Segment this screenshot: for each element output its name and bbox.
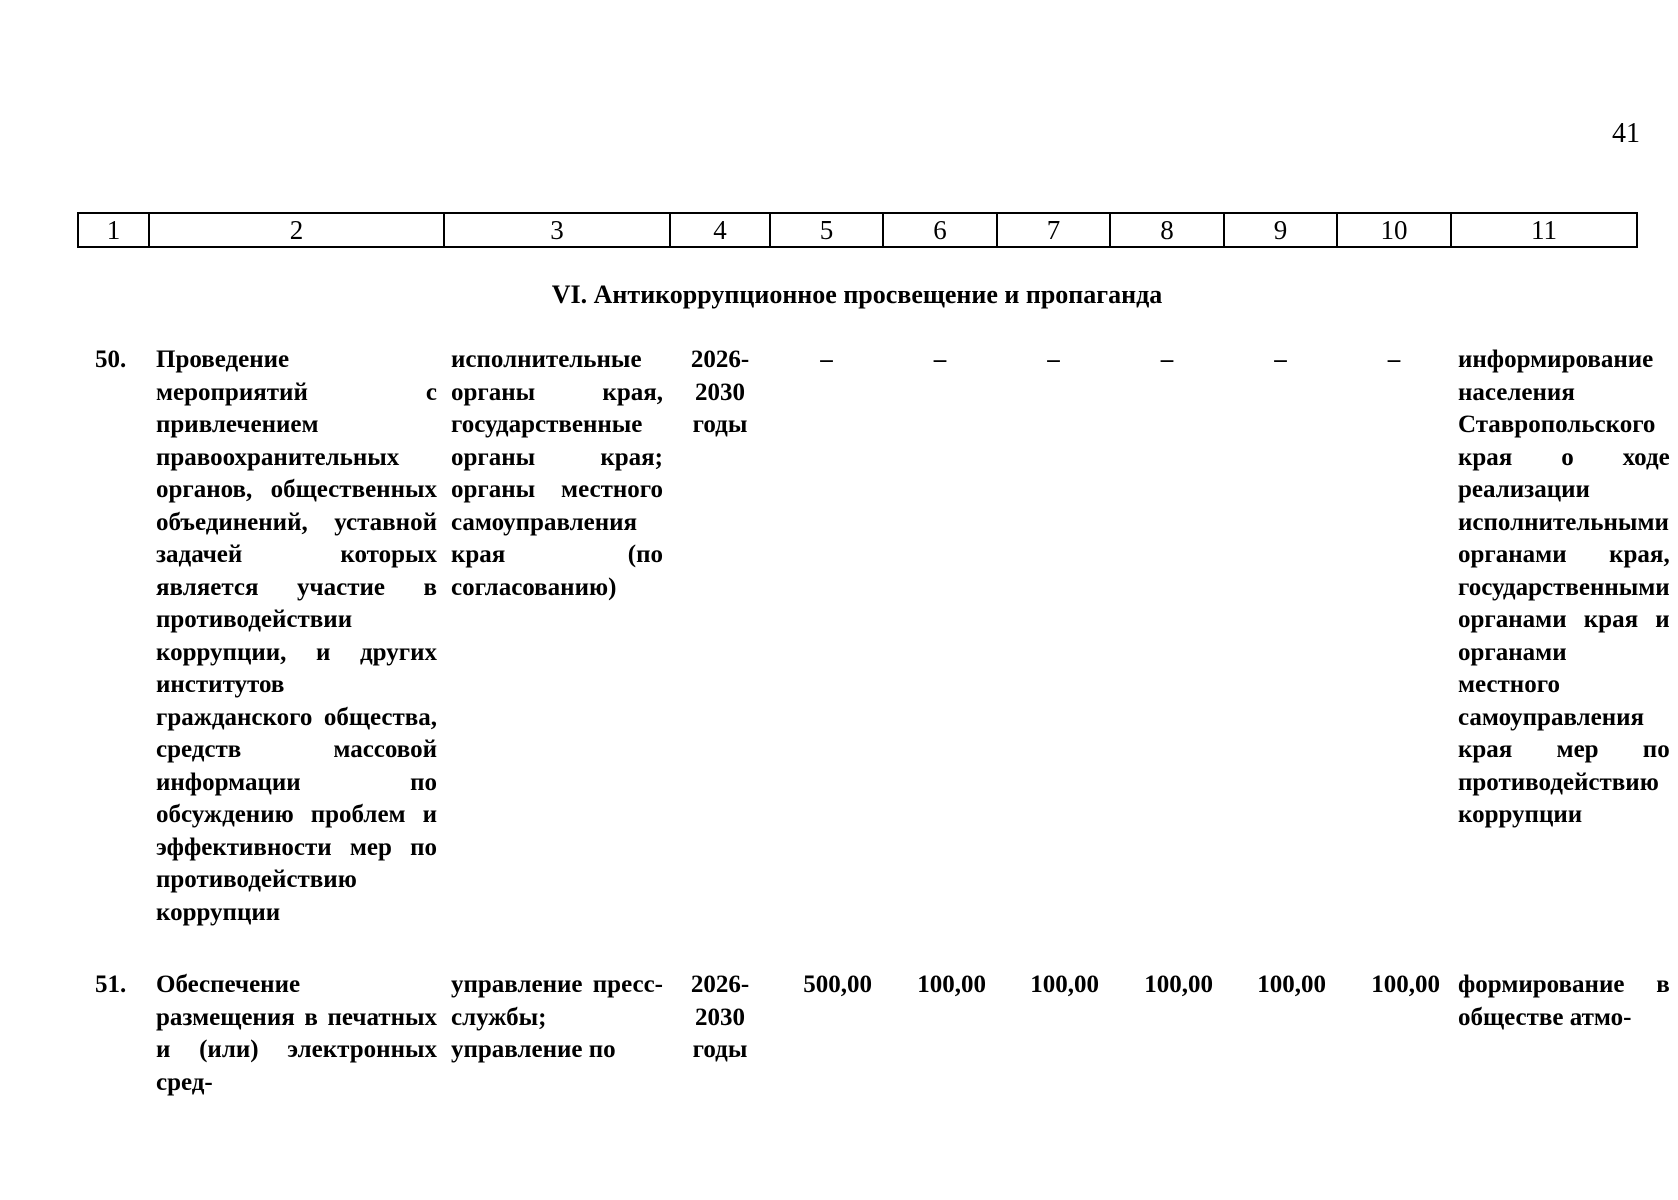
- column-header-3: 3: [444, 213, 670, 247]
- value-cell: –: [820, 346, 833, 373]
- column-header-4: 4: [670, 213, 770, 247]
- value-cell: –: [1387, 346, 1401, 373]
- table-row: [77, 969, 1676, 1099]
- measures-table: [77, 344, 1676, 1099]
- value-cell: –: [1274, 346, 1287, 373]
- executors-text: исполнительные органы края, государственные органы края; органы местного самоуправления края (по согласованию): [451, 346, 663, 601]
- column-header-2: 2: [149, 213, 444, 247]
- column-header-8: 8: [1110, 213, 1224, 247]
- row-index: 51.: [95, 971, 127, 998]
- row-index: 50.: [95, 346, 127, 373]
- column-header-10: 10: [1337, 213, 1451, 247]
- column-number-header: [77, 212, 1638, 248]
- result-text: информирование населения Ставропольского края о ходе реализации исполнительными органами края, государственными органами края и органами местного самоуправления края мер по противодействию коррупции: [1458, 346, 1670, 828]
- measure-text: Проведение мероприятий с привлечением правоохранительных органов, общественных объединений, уставной задачей которых является участие в противодействии коррупции, и других институтов гражданского общества, средств массовой информации по обсуждению проблем и эффективности мер по противодействию коррупции: [156, 346, 437, 926]
- period-text: 2026-2030 годы: [690, 971, 750, 1063]
- value-cell: –: [1047, 346, 1060, 373]
- value-cell: 500,00: [803, 971, 872, 998]
- value-cell: 100,00: [1371, 971, 1440, 998]
- period-text: 2026-2030 годы: [690, 346, 750, 438]
- value-cell: 100,00: [917, 971, 986, 998]
- column-header-11: 11: [1451, 213, 1637, 247]
- column-header-5: 5: [770, 213, 883, 247]
- page-number: 41: [1612, 118, 1640, 149]
- value-cell: 100,00: [1257, 971, 1326, 998]
- column-header-1: 1: [78, 213, 149, 247]
- value-cell: 100,00: [1144, 971, 1213, 998]
- measure-text: Обеспечение размещения в печатных и (или) электронных сред-: [156, 971, 437, 1096]
- value-cell: –: [1160, 346, 1174, 373]
- column-header-6: 6: [883, 213, 997, 247]
- value-cell: –: [933, 346, 947, 373]
- column-header-9: 9: [1224, 213, 1337, 247]
- executors-text: управление пресс-службы; управление по: [451, 971, 663, 1063]
- result-text: формирование в обществе атмо-: [1458, 971, 1670, 1031]
- column-header-7: 7: [997, 213, 1110, 247]
- table-row: [77, 344, 1676, 969]
- section-title: VI. Антикоррупционное просвещение и пропаганда: [551, 280, 1163, 309]
- value-cell: 100,00: [1030, 971, 1099, 998]
